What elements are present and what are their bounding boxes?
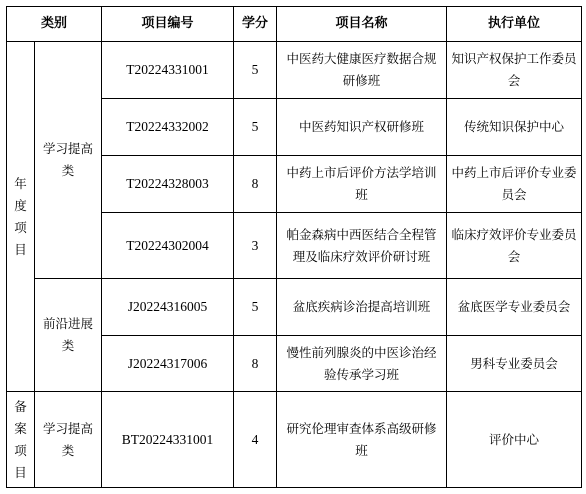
group-annual: [7, 42, 35, 392]
project-name: 中药上市后评价方法学培训班: [277, 156, 447, 213]
project-credit: 8: [234, 156, 277, 213]
header-credit: 学分: [234, 7, 277, 42]
project-credit: 8: [234, 336, 277, 392]
group-filing: [7, 392, 35, 488]
project-name: 盆底疾病诊治提高培训班: [277, 279, 447, 336]
project-name: 中医药知识产权研修班: [277, 99, 447, 156]
project-unit: 知识产权保护工作委员会: [447, 42, 582, 99]
header-unit: 执行单位: [447, 7, 582, 42]
project-name: 中医药大健康医疗数据合规研修班: [277, 42, 447, 99]
group-annual-label: 年度项目: [14, 175, 27, 257]
project-code: J20224316005: [102, 279, 234, 336]
header-category: 类别: [7, 7, 102, 42]
project-name: 帕金森病中西医结合全程管理及临床疗效评价研讨班: [277, 213, 447, 279]
project-credit: 5: [234, 279, 277, 336]
header-code: 项目编号: [102, 7, 234, 42]
header-name: 项目名称: [277, 7, 447, 42]
project-code: J20224317006: [102, 336, 234, 392]
subgroup-annual-study: 学习提高类: [35, 42, 102, 279]
project-unit: 中药上市后评价专业委员会: [447, 156, 582, 213]
project-unit: 临床疗效评价专业委员会: [447, 213, 582, 279]
project-name: 慢性前列腺炎的中医诊治经验传承学习班: [277, 336, 447, 392]
table-row: [7, 42, 582, 99]
project-unit: 盆底医学专业委员会: [447, 279, 582, 336]
table-row: [7, 392, 582, 488]
project-code: T20224332002: [102, 99, 234, 156]
project-credit: 3: [234, 213, 277, 279]
project-unit: 传统知识保护中心: [447, 99, 582, 156]
project-credit: 4: [234, 392, 277, 488]
project-code: T20224328003: [102, 156, 234, 213]
subgroup-filing-study: 学习提高类: [35, 392, 102, 488]
project-code: T20224331001: [102, 42, 234, 99]
table-row: [7, 279, 582, 336]
group-filing-label: 备案项目: [14, 398, 27, 480]
project-credit: 5: [234, 42, 277, 99]
header-row: [7, 7, 582, 42]
project-code: T20224302004: [102, 213, 234, 279]
project-unit: 男科专业委员会: [447, 336, 582, 392]
project-table: [6, 6, 582, 488]
project-unit: 评价中心: [447, 392, 582, 488]
project-code: BT20224331001: [102, 392, 234, 488]
project-name: 研究伦理审查体系高级研修班: [277, 392, 447, 488]
project-credit: 5: [234, 99, 277, 156]
subgroup-annual-frontier: 前沿进展类: [35, 279, 102, 392]
